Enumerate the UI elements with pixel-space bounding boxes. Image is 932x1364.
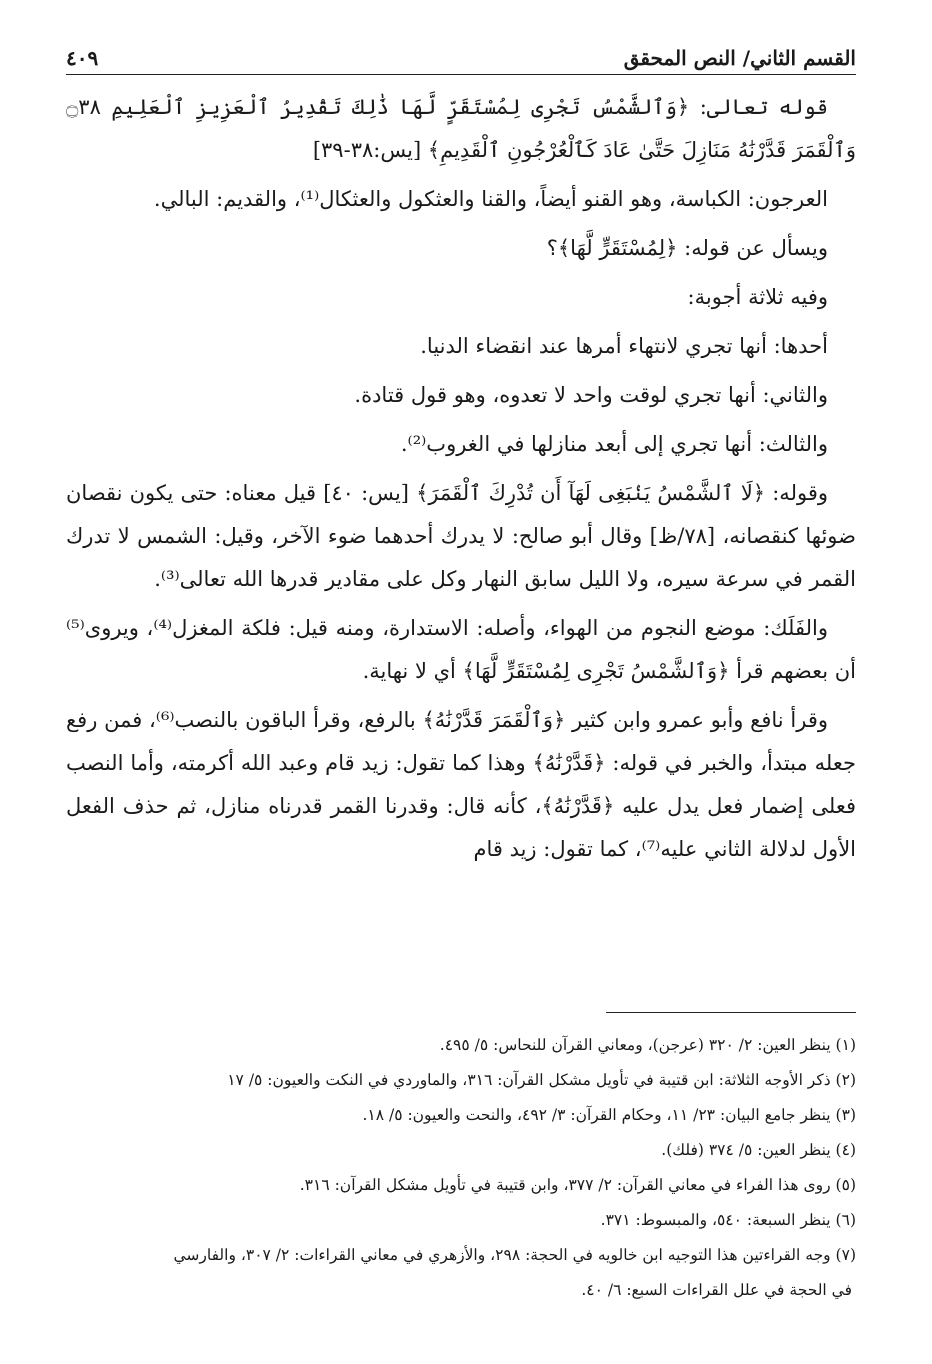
footnote-4: (٤) ينظر العين: ٥/ ٣٧٤ (فلك). [661, 1141, 856, 1159]
paragraph-answer-2: والثاني: أنها تجري لوقت واحد لا تعدوه، وهو قول قتادة. [354, 383, 828, 407]
running-header [66, 36, 856, 75]
paragraph-answer-1: أحدها: أنها تجري لانتهاء أمرها عند انقضاء الدنيا. [420, 334, 828, 358]
footnote-7: (٧) وجه القراءتين هذا التوجيه ابن خالويه في الحجة: ٢٩٨، والأزهري في معاني القراءات: ٢/ ٣٠٧، والفارسي [173, 1246, 856, 1264]
footnote-1: (١) ينظر العين: ٢/ ٣٢٠ (عرجن)، ومعاني القرآن للنحاس: ٥/ ٤٩٥. [439, 1036, 856, 1054]
page-number: ٤٠٩ [66, 46, 99, 70]
footnote-3: (٣) ينظر جامع البيان: ٢٣/ ١١، وحكام القرآن: ٣/ ٤٩٢، والنحت والعيون: ٥/ ١٨. [362, 1106, 856, 1124]
paragraph-answer-3: والثالث: أنها تجري إلى أبعد منازلها في الغروب⁽²⁾. [400, 432, 828, 456]
paragraph-answers-intro: وفيه ثلاثة أجوبة: [687, 285, 828, 309]
paragraph-verse-quote: قوله تعالى: ﴿وَٱلشَّمْسُ تَجْرِى لِمُسْتَقَرٍّ لَّهَا ذَٰلِكَ تَقْدِيرُ ٱلْعَزِيزِ ٱلْعَلِيمِ ۝٣٨ وَٱلْقَمَرَ قَدَّرْنَٰهُ مَنَازِلَ حَتَّىٰ عَادَ كَٱلْعُرْجُونِ ٱلْقَدِيمِ﴾ [يس:٣٨-٣٩] [66, 95, 856, 162]
paragraph-urjun-definition: العرجون: الكباسة، وهو القنو أيضاً، والقنا والعثكول والعثكال⁽¹⁾، والقديم: البالي. [153, 187, 828, 211]
paragraph-readings: وقرأ نافع وأبو عمرو وابن كثير ﴿وَٱلْقَمَرَ قَدَّرْنَٰهُ﴾ بالرفع، وقرأ الباقون بالنصب⁽⁶⁾، فمن رفع جعله مبتدأ، والخبر في قوله: ﴿قَدَّرْنَٰهُ﴾ وهذا كما تقول: زيد قام وعبد الله أكرمته، وأما النصب فعلى إضمار فعل يدل عليه ﴿قَدَّرْنَٰهُ﴾، كأنه قال: وقدرنا القمر قدرناه منازل، ثم حذف الفعل الأول لدلالة الثاني عليه⁽⁷⁾، كما تقول: زيد قام [66, 708, 856, 861]
footnotes [66, 1028, 856, 1308]
paragraph-falak: والفَلَك: موضع النجوم من الهواء، وأصله: الاستدارة، ومنه قيل: فلكة المغزل⁽⁴⁾، ويروى⁽⁵⁾ أن بعضهم قرأ ﴿وَٱلشَّمْسُ تَجْرِى لِمُسْتَقَرٍّ لَّهَا﴾ أي لا نهاية. [66, 616, 856, 683]
section-title: القسم الثاني/ النص المحقق [623, 46, 856, 70]
footnote-2: (٢) ذكر الأوجه الثلاثة: ابن قتيبة في تأويل مشكل القرآن: ٣١٦، والماوردي في النكت والعيون: ٥/ ١٧ [227, 1071, 856, 1089]
footnote-separator [606, 1012, 856, 1013]
footnote-5: (٥) روى هذا الفراء في معاني القرآن: ٢/ ٣٧٧، وابن قتيبة في تأويل مشكل القرآن: ٣١٦. [299, 1176, 856, 1194]
footnote-6: (٦) ينظر السبعة: ٥٤٠، والمبسوط: ٣٧١. [600, 1211, 856, 1229]
footnote-7-continued: في الحجة في علل القراءات السبع: ٦/ ٤٠. [581, 1281, 852, 1299]
paragraph-sun-moon: وقوله: ﴿لَا ٱلشَّمْسُ يَنۢبَغِى لَهَآ أَن تُدْرِكَ ٱلْقَمَرَ﴾ [يس: ٤٠] قيل معناه: حتى يكون نقصان ضوئها كنقصانه، [٧٨/ظ] وقال أبو صالح: لا يدرك أحدهما ضوء الآخر، وقيل: الشمس لا تدرك القمر في سرعة سيره، ولا الليل سابق النهار وكل على مقادير قدرها الله تعالى⁽³⁾. [66, 481, 856, 591]
main-text [66, 86, 856, 877]
paragraph-question: ويسأل عن قوله: ﴿لِمُسْتَقَرٍّ لَّهَا﴾؟ [546, 236, 828, 260]
